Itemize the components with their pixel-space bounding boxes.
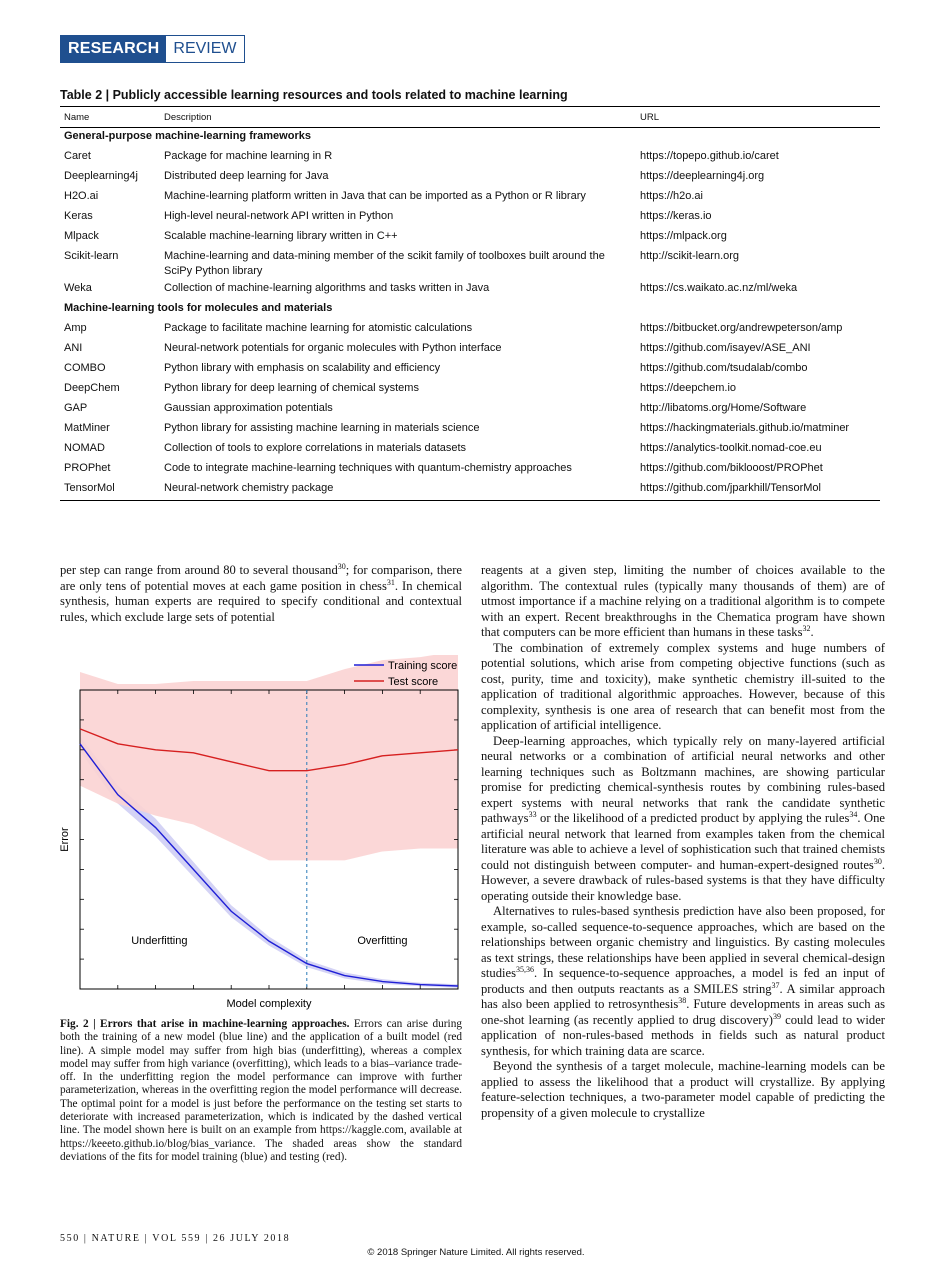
right-column-text (481, 563, 885, 1121)
tool-name: Keras (64, 210, 93, 222)
table-row (60, 208, 880, 228)
tool-description: Neural-network chemistry package (160, 480, 636, 501)
figure-caption (60, 1018, 462, 1164)
tool-description: Gaussian approximation potentials (164, 402, 333, 414)
table-section-heading (60, 128, 880, 149)
tool-name: MatMiner (64, 422, 110, 434)
tool-name: H2O.ai (64, 190, 99, 202)
tool-name: PROPhet (64, 462, 111, 474)
tool-url: https://h2o.ai (640, 190, 703, 202)
paragraph: per step can range from around 80 to several thousand$^{30}$; for comparison, there are only tens of potential moves at each game position in chess$^{31}$. In chemical synthesis, human experts are required to specify conditional and contextual rules, which exclude large sets of potential (60, 561, 462, 624)
tool-url: https://hackingmaterials.github.io/matminer (640, 422, 850, 434)
tool-name: Scikit-learn (64, 250, 119, 262)
caption-title: Fig. 2 | Errors that arise in machine-learning approaches. (60, 1018, 350, 1030)
table-row (60, 148, 880, 168)
table-row (60, 380, 880, 400)
table-title: Table 2 | Publicly accessible learning resources and tools related to machine learning (60, 88, 568, 102)
paragraph: The combination of extremely complex systems and huge numbers of potential solutions, which arise from competing objective functions (such as cost, purity, time and toxicity), make synthetic chemistry ill-suited to the application of traditional algorithmic approaches. However, because of this complexity, synthesis is one area of research that can benefit most from the application of artificial intelligence. (481, 640, 885, 732)
column-header: URL (636, 107, 880, 128)
tool-url: https://analytics-toolkit.nomad-coe.eu (640, 442, 822, 454)
tool-description: High-level neural-network API written in Python (164, 210, 394, 222)
table-row (60, 360, 880, 380)
tool-url: http://libatoms.org/Home/Software (640, 402, 807, 414)
table-row (60, 460, 880, 480)
page-footer: 550 | NATURE | VOL 559 | 26 JULY 2018 (60, 1233, 291, 1244)
caption-body: Errors can arise during both the training of a new model (blue line) and the application of a built model (red line). A simple model may suffer from high bias (underfitting), whereas a complex model may suffer from high variance (overfitting), which leads to a bias–variance trade-off. In the underfitting region the model performance can improve with further parameterization, whereas in the overfitting region the model performance will decrease. The optimal point for a model is just before the performance on the testing set starts to deteriorate with increased parameterization, which is indicated by the dashed vertical line. The model shown here is built on an example from https://kaggle.com, available at https://keeeto.github.io/blog/bias_variance. The shaded areas show the standard deviations of the fits for model training (blue) and testing (red). (60, 1018, 462, 1163)
tool-name: ANI (64, 342, 83, 354)
tool-description: Code to integrate machine-learning techniques with quantum-chemistry approaches (164, 462, 572, 474)
training-legend-label: Training score (388, 660, 458, 672)
table-header-row (60, 107, 880, 128)
tool-url: https://bitbucket.org/andrewpeterson/amp (640, 322, 843, 334)
table-row (60, 440, 880, 460)
tool-name: Mlpack (64, 230, 99, 242)
table-row (60, 400, 880, 420)
left-column-text (60, 563, 462, 625)
tool-url: https://github.com/tsudalab/combo (640, 362, 808, 374)
section-heading-text: Machine-learning tools for molecules and materials (64, 302, 333, 314)
tool-description: Machine-learning platform written in Java that can be imported as a Python or R library (164, 190, 586, 202)
table-row (60, 248, 880, 280)
error-chart (54, 655, 466, 1015)
tool-name: TensorMol (60, 480, 160, 501)
table-row (60, 228, 880, 248)
tool-name: Amp (64, 322, 87, 334)
tool-name: DeepChem (64, 382, 120, 394)
chart-svg (54, 655, 466, 1015)
tool-description: Collection of machine-learning algorithms and tasks written in Java (164, 282, 490, 294)
table-row (60, 168, 880, 188)
tool-name: Caret (64, 150, 91, 162)
tool-name: GAP (64, 402, 88, 414)
section-heading-text: General-purpose machine-learning frameworks (64, 130, 311, 142)
tool-url: https://cs.waikato.ac.nz/ml/weka (640, 282, 798, 294)
test-legend-label: Test score (388, 676, 439, 688)
underfitting-label: Underfitting (131, 935, 188, 948)
tool-name: NOMAD (64, 442, 105, 454)
tool-description: Distributed deep learning for Java (164, 170, 329, 182)
paragraph: Deep-learning approaches, which typically rely on many-layered artificial neural networks or a combination of artificial neural networks and other learning techniques such as Boltzmann machines, are showing particular promise for predicting chemical-synthesis routes by combining rules-based expert systems with neural networks that rank the candidate synthetic pathways$^{33}$ or the likelihood of a predicted product by applying the rules$^{34}$. One artificial neural network that learned from examples taken from the chemical literature was able to achieve a level of sophistication such that trained chemists could not distinguish between computer- and human-expert-designed routes$^{30}$. However, a severe drawback of rules-based systems is that they have difficulty operating outside their knowledge base. (481, 733, 886, 903)
table-row (60, 320, 880, 340)
paragraph: Beyond the synthesis of a target molecule, machine-learning models can be applied to assess the likelihood that a product will crystallize. By applying feature-selection techniques, a two-parameter model capable of predicting the propensity of a given molecule to crystallize (481, 1059, 885, 1120)
table-row (60, 188, 880, 208)
tool-name: Weka (64, 282, 92, 294)
tool-description: Package to facilitate machine learning for atomistic calculations (164, 322, 473, 334)
column-header: Description (160, 107, 636, 128)
table-row (60, 420, 880, 440)
tool-url: https://mlpack.org (640, 230, 727, 242)
tool-description: Collection of tools to explore correlations in materials datasets (164, 442, 467, 454)
tool-url: http://scikit-learn.org (640, 250, 740, 262)
tool-description: Python library with emphasis on scalability and efficiency (164, 362, 441, 374)
table-row (60, 340, 880, 360)
paragraph: Alternatives to rules-based synthesis prediction have also been proposed, for example, so-called sequence-to-sequence approaches, which are based on the relationships between organic chemistry and linguistics. By casting molecules as text strings, these relationships have been applied in several chemical-design studies$^{35,36}$. In sequence-to-sequence approaches, a model is fed an input of products and then outputs reactants as a SMILES string$^{37}$. A similar approach has also been applied to retrosynthesis$^{38}$. Future developments in areas such as one-shot learning (as recently applied to drug discovery)$^{39}$ could lead to wider application of non-rules-based methods in fields such as natural product synthesis, for which training data are scarce. (481, 904, 885, 1058)
column-header: Name (60, 107, 160, 128)
tool-description: Package for machine learning in R (164, 150, 333, 162)
table-section-heading (60, 300, 880, 320)
table-row (60, 280, 880, 300)
table-row (60, 480, 880, 501)
tool-description: Neural-network potentials for organic molecules with Python interface (164, 342, 502, 354)
tool-name: COMBO (64, 362, 106, 374)
tool-name: Deeplearning4j (64, 170, 138, 182)
y-axis-label: Error (59, 827, 71, 852)
tool-description: Machine-learning and data-mining member of the scikit family of toolboxes built around the SciPy Python library (164, 250, 605, 277)
tool-description: Python library for assisting machine learning in materials science (164, 422, 480, 434)
tool-description: Scalable machine-learning library written in C++ (164, 230, 398, 242)
overfitting-label: Overfitting (357, 935, 408, 948)
tool-url: https://github.com/biklooost/PROPhet (640, 462, 823, 474)
research-label: RESEARCH (61, 36, 166, 62)
tool-url: https://topepo.github.io/caret (640, 150, 779, 162)
tool-url: https://github.com/isayev/ASE_ANI (640, 342, 811, 354)
tool-url: https://keras.io (640, 210, 712, 222)
tool-description: Python library for deep learning of chemical systems (164, 382, 419, 394)
tool-url: https://deepchem.io (640, 382, 737, 394)
resources-table (60, 106, 880, 501)
review-label: REVIEW (166, 36, 243, 62)
tool-url: https://deeplearning4j.org (640, 170, 765, 182)
tool-url: https://github.com/jparkhill/TensorMol (636, 480, 880, 501)
x-axis-label: Model complexity (226, 998, 312, 1010)
section-badge (60, 35, 245, 63)
copyright-notice: © 2018 Springer Nature Limited. All rights reserved. (367, 1247, 585, 1258)
paragraph: reagents at a given step, limiting the number of choices available to the algorithm. The contextual rules (typically many thousands of them) are of utmost importance if a machine relying on a traditional algorithm is to compete with an expert. Recent breakthroughs in the Chematica program have shown that computers can be more efficient than humans in these tasks$^{32}$. (481, 563, 885, 639)
